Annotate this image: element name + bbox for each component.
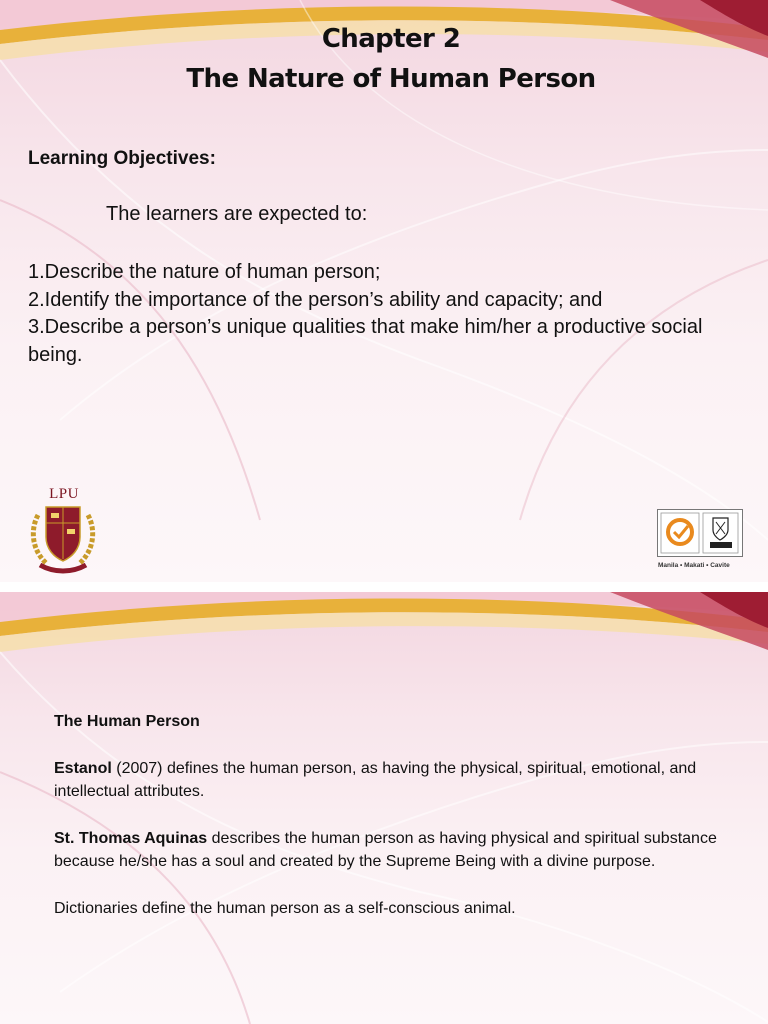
certification-badges <box>657 509 743 557</box>
objective-item: 2.Identify the importance of the person’s ability and capacity; and <box>28 288 603 311</box>
paragraph-text: describes the human person as having physical and spiritual substance because he/she has a soul and created by the Supreme Being with a divine purpose. <box>54 829 717 870</box>
objectives-list <box>28 259 748 369</box>
slide-separator <box>0 582 768 592</box>
objective-item: 1.Describe the nature of human person; <box>28 261 381 283</box>
campus-locations: Manila • Makati • Cavite <box>658 562 730 569</box>
objective-item: 3.Describe a person’s unique qualities that make him/her a productive social being. <box>28 316 703 366</box>
section-heading: The Human Person <box>54 713 200 730</box>
paragraph-dictionaries: Dictionaries define the human person as a self-conscious animal. <box>54 899 516 917</box>
objectives-heading: Learning Objectives: <box>28 148 216 169</box>
paragraph-estanol <box>54 757 734 804</box>
slide-2-content <box>54 710 734 943</box>
objectives-intro: The learners are expected to: <box>106 203 368 225</box>
sgs-ukas-certification-icon <box>658 510 742 556</box>
author-name: Estanol <box>54 759 112 777</box>
slide-title-line-2: The Nature of Human Person <box>186 64 596 94</box>
slide-2 <box>0 592 768 1024</box>
paragraph-aquinas <box>54 827 734 874</box>
slide-title-line-1: Chapter 2 <box>321 24 461 54</box>
paragraph-text: (2007) defines the human person, as having the physical, spiritual, emotional, and intellectual attributes. <box>54 759 697 800</box>
lpu-logo-text: LPU <box>49 486 79 502</box>
author-name: St. Thomas Aquinas <box>54 829 208 847</box>
